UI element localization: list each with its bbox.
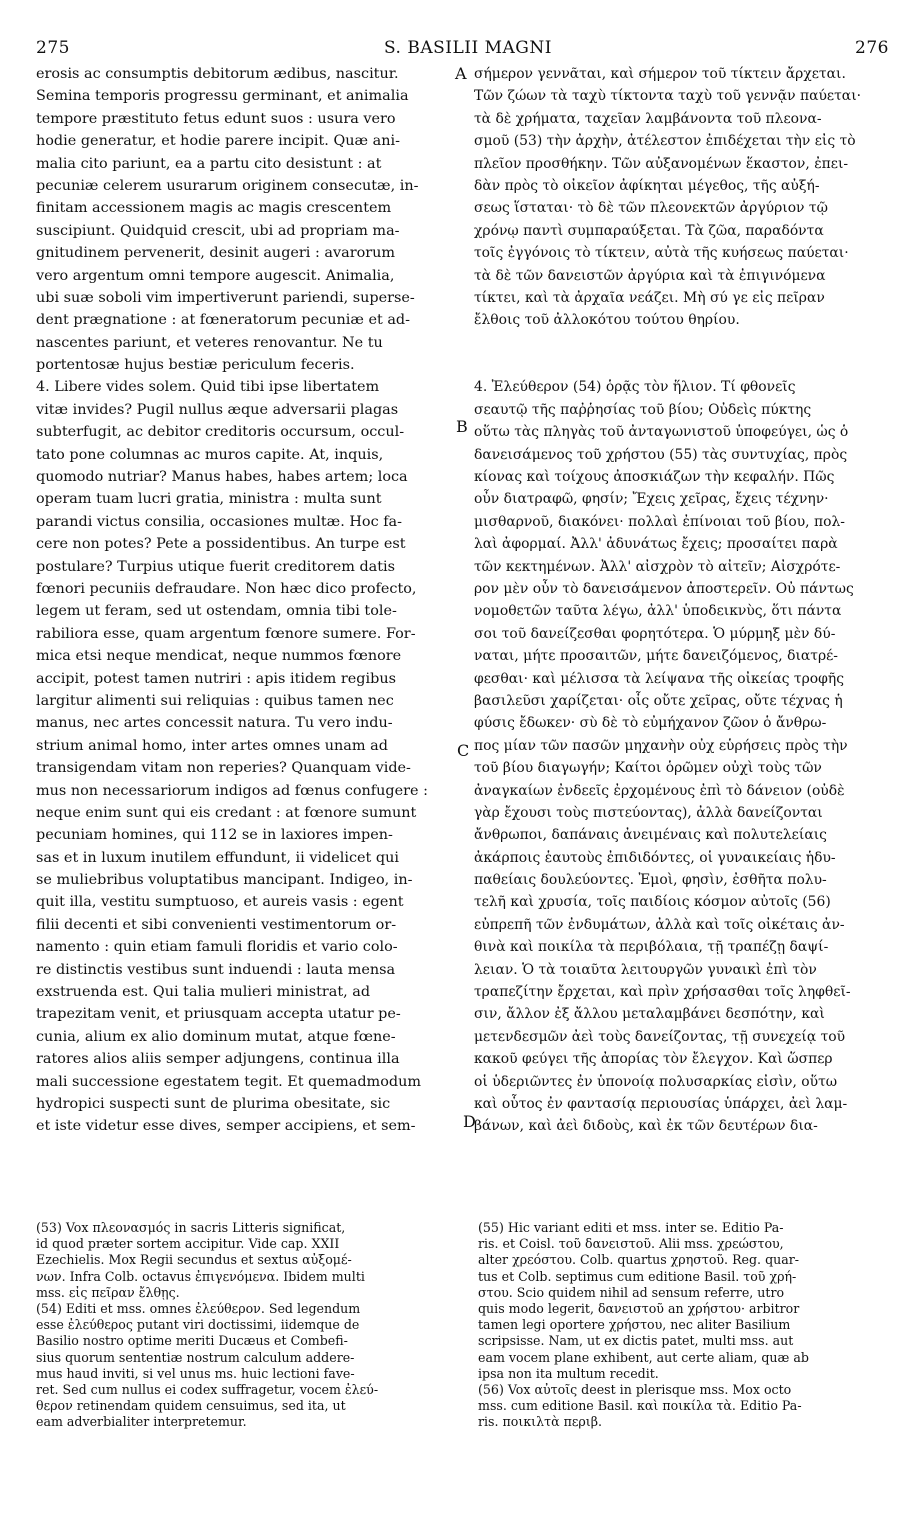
text-line: τοῦ βίου διαγωγήν; Καίτοι ὁρῶμεν οὐχὶ τοὺς τῶν [474, 760, 822, 777]
text-line: χρόνῳ παντὶ συμπαραύξεται. Τὰ ζῶα, παραδόντα [474, 222, 824, 239]
text-line: gnitudinem pervenerit, desinit augeri : avarorum [36, 245, 396, 262]
text-line: πος μίαν τῶν πασῶν μηχανὴν οὐχ εὑρήσεις πρὸς τὴν [474, 737, 848, 754]
text-line: re distinctis vestibus sunt induendi : lauta mensa [36, 961, 396, 978]
margin-letter-d: D [463, 1112, 476, 1131]
text-line: 4. Ἐλεύθερον (54) ὁρᾷς τὸν ἥλιον. Τί φθονεῖς [474, 379, 796, 396]
text-line: erosis ac consumptis debitorum ædibus, nascitur. [36, 66, 399, 82]
left-page-number: 275 [36, 38, 70, 58]
text-line: φεσθαι· καὶ μέλισσα τὰ λείψανα τῆς οἰκείας τροφῆς [474, 670, 844, 687]
text-line: ἔλθοις τοῦ ἀλλοκότου τούτου θηρίου. [474, 312, 740, 329]
text-line: ναται, μήτε προσαιτῶν, μήτε δανειζόμενος, διατρέ- [474, 648, 839, 665]
footnote-line: Basilio nostro optime meriti Ducæus et Combefi- [36, 1333, 348, 1349]
footnote-line: ris. et Coisl. τοῦ δανειστοῦ. Alii mss. χρεώστου, [478, 1236, 784, 1252]
text-line: accipit, potest tamen nutriri : apis itidem regibus [36, 670, 396, 687]
text-line: παθείαις δουλεύοντες. Ἐμοὶ, φησὶν, ἐσθῆτα πολυ- [474, 872, 827, 889]
text-line: et iste videtur esse dives, semper accipiens, et sem- [36, 1118, 416, 1135]
footnote-line: ris. ποικιλτὰ περιβ. [478, 1414, 603, 1430]
text-line: δανεισάμενος τοῦ χρήστου (55) τὰς συντυχίας, πρὸς [474, 446, 848, 463]
text-line: quit illa, vestitu sumptuoso, et aureis vasis : egent [36, 894, 404, 911]
text-line: τοῖς ἐγγόνοις τὸ τίκτειν, αὐτὰ τῆς κυήσεως παύεται· [474, 245, 849, 262]
text-line: transigendam vitam non reperies? Quanquam vide- [36, 760, 411, 777]
text-line: largitur alimenti sui reliquias : quibus tamen nec [36, 692, 394, 709]
text-line: fœnori pecuniis defraudare. Non hæc dico profecto, [36, 580, 417, 597]
margin-letter-a: A [455, 64, 467, 83]
text-line: εὐπρεπῆ τῶν ἐνδυμάτων, ἀλλὰ καὶ τοῖς οἰκέταις ἀν- [474, 916, 845, 933]
text-line: portentosæ hujus bestiæ periculum feceris. [36, 357, 355, 374]
text-line: sas et in luxum inutilem effundunt, ii videlicet qui [36, 849, 399, 866]
text-line: filii decenti et sibi convenienti vestimentorum or- [36, 916, 397, 933]
text-line: legem ut feram, sed ut ostendam, omnia tibi tole- [36, 603, 397, 620]
text-line: γὰρ ἔχουσι τοὺς πιστεύοντας), ἀλλὰ δανείζονται [474, 804, 823, 821]
text-line: οἱ ὑδεριῶντες ἐν ὑπονοίᾳ πολυσαρκίας εἰσὶν, οὕτω [474, 1073, 838, 1090]
text-line: subterfugit, ac debitor creditoris occursum, occul- [36, 424, 405, 441]
text-line: τραπεζίτην ἔρχεται, καὶ πρὶν χρήσασθαι τοῖς ληφθεῖ- [474, 984, 851, 1001]
footnote-line: mss. εἰς πεῖραν ἔλθῃς. [36, 1284, 180, 1300]
running-title: S. BASILII MAGNI [384, 38, 552, 58]
margin-letter-b: B [456, 417, 468, 436]
text-line: mali successione egestatem tegit. Et quemadmodum [36, 1073, 421, 1090]
text-line: strium animal homo, inter artes omnes unam ad [36, 737, 388, 754]
text-line: neque enim sunt qui eis credant : at fœnore sumunt [36, 804, 417, 821]
text-line: cere non potes? Pete a possidentibus. An turpe est [36, 536, 406, 553]
text-line: hodie generatur, et hodie parere incipit. Quæ ani- [36, 133, 400, 150]
text-line: κακοῦ φεύγει τῆς ἀπορίας τὸν ἔλεγχον. Καὶ ὥσπερ [474, 1051, 833, 1068]
footnote-line: στου. Scio quidem nihil ad sensum referre, utro [478, 1284, 785, 1300]
text-line: mus non necessariorum indigos ad fœnus confugere : [36, 782, 428, 799]
text-line: ἀναγκαίων ἐνδεεῖς ἐρχομένους ἐπὶ τὸ δάνειον (οὐδὲ [474, 782, 845, 799]
text-line: τίκτει, καὶ τὰ ἀρχαῖα νεάζει. Μὴ σύ γε εἰς πεῖραν [474, 289, 825, 306]
footnote-line: ipsa non ita multum recedit. [478, 1365, 659, 1381]
text-line: ἄνθρωποι, δαπάναις ἀνειμέναις καὶ πολυτελείαις [474, 827, 827, 844]
text-line: τῶν κεκτημένων. Ἀλλ' αἰσχρὸν τὸ αἰτεῖν; Αἰσχρότε- [474, 558, 841, 575]
text-line: parandi victus consilia, occasiones multæ. Hoc fa- [36, 513, 402, 530]
text-line: κίονας καὶ τοίχους ἀποσκιάζων τὴν κεφαλήν. Πῶς [474, 469, 835, 486]
text-line: λαὶ ἀφορμαί. Ἀλλ' ἀδυνάτως ἔχεις; προσαίτει παρὰ [474, 536, 838, 553]
footnote-line: id quod præter sortem accipitur. Vide cap. XXII [36, 1236, 340, 1252]
text-line: σεως ἵσταται· τὸ δὲ τῶν πλεονεκτῶν ἀργύριον τῷ [474, 200, 828, 217]
text-line: hydropici suspecti sunt de plurima obesitate, sic [36, 1095, 391, 1112]
footnotes-right [478, 1220, 898, 1430]
text-line: Τῶν ζώων τὰ ταχὺ τίκτοντα ταχὺ τοῦ γεννᾷν παύεται· [474, 88, 862, 105]
text-line: ratores alios aliis semper adjungens, continua illa [36, 1051, 400, 1068]
text-line: οὖν διατραφῶ, φησίν; Ἔχεις χεῖρας, ἔχεις τέχνην· [474, 491, 829, 508]
text-line: σιν, ἄλλον ἐξ ἄλλου μεταλαμβάνει δεσπότην, καὶ [474, 1006, 825, 1023]
footnotes-left [36, 1220, 460, 1430]
text-line: ἀκάρποις ἑαυτοὺς ἐπιδιδόντες, οἱ γυναικείαις ἡδυ- [474, 849, 836, 866]
text-line: νομοθετῶν ταῦτα λέγω, ἀλλ' ὑποδεικνὺς, ὅτι πάντα [474, 603, 842, 620]
text-line: σοι τοῦ δανείζεσθαι φορητότερα. Ὁ μύρμηξ μὲν δύ- [474, 625, 836, 642]
footnote-line: scripsisse. Nam, ut ex dictis patet, multi mss. aut [478, 1333, 794, 1349]
text-line: nascentes pariunt, et veteres renovantur. Ne tu [36, 334, 383, 351]
footnote-line: (53) Vox πλεονασμός in sacris Litteris significat, [36, 1220, 346, 1235]
footnote-line: mss. cum editione Basil. καὶ ποικίλα τὰ. Editio Pa- [478, 1398, 802, 1414]
text-line: βασιλεῦσι χαρίζεται· οἷς οὔτε χεῖρας, οὔτε τέχνας ἡ [474, 692, 843, 709]
text-line [474, 354, 888, 376]
text-line: mica etsi neque mendicat, neque nummos fœnore [36, 648, 402, 665]
right-page-number: 276 [855, 38, 889, 58]
footnote-line: eam vocem plane exhibent, aut certe aliam, quæ ab [478, 1349, 809, 1365]
text-line: τελῆ καὶ χρυσία, τοῖς παιδίοις κόσμον αὐτοῖς (56) [474, 894, 831, 911]
text-line: rabiliora esse, quam argentum fœnore sumere. For- [36, 625, 416, 642]
footnote-line: ret. Sed cum nullus ei codex suffragetur, vocem ἐλεύ- [36, 1381, 379, 1397]
text-line: θινὰ καὶ ποικίλα τὰ περιβόλαια, τῇ τραπέζῃ δαψί- [474, 939, 829, 956]
footnote-line: (54) Editi et mss. omnes ἐλεύθερον. Sed legendum [36, 1300, 361, 1316]
footnote-line: tamen legi oportere χρήστου, nec aliter Basilium [478, 1317, 791, 1333]
text-line: φύσις ἔδωκεν· σὺ δὲ τὸ εὐμήχανον ζῶον ὁ ἄνθρω- [474, 715, 827, 732]
footnote-line: tus et Colb. septimus cum editione Basil. τοῦ χρή- [478, 1268, 797, 1284]
text-line: ubi suæ soboli vim impertiverunt pariendi, superse- [36, 289, 415, 306]
text-line: malia cito pariunt, ea a partu cito desistunt : at [36, 155, 382, 172]
text-line: σεαυτῷ τῆς παῤῥησίας τοῦ βίου; Οὐδεὶς πύκτης [474, 401, 812, 418]
text-line: τὰ δὲ χρήματα, ταχεῖαν λαμβάνοντα τοῦ πλεονα- [474, 110, 822, 127]
footnote-line: νων. Infra Colb. octavus ἐπιγενόμενα. Ibidem multi [36, 1268, 365, 1284]
text-line: 4. Libere vides solem. Quid tibi ipse libertatem [36, 379, 380, 396]
text-line: trapezitam venit, et priusquam accepta utatur pe- [36, 1006, 401, 1023]
text-line: manus, nec artes concessit natura. Tu vero indu- [36, 715, 393, 732]
text-line: σμοῦ (53) τὴν ἀρχὴν, ἀτέλεστον ἐπιδέχεται τὴν εἰς τὸ [474, 133, 856, 150]
latin-text-column [36, 63, 450, 1138]
text-line: pecuniam homines, qui 112 se in laxiores impen- [36, 827, 393, 844]
text-line: tempore præstituto fetus edunt suos : usura vero [36, 110, 396, 127]
text-line: se muliebribus voluptatibus mancipant. Indigeo, in- [36, 872, 413, 889]
text-line: dent prægnatione : at fœneratorum pecuniæ et ad- [36, 312, 410, 329]
text-line: μετενδεσμῶν ἀεὶ τοὺς δανείζοντας, τῇ συνεχείᾳ τοῦ [474, 1028, 846, 1045]
text-line: λειαν. Ὁ τὰ τοιαῦτα λειτουργῶν γυναικὶ ἐπὶ τὸν [474, 961, 817, 978]
footnote-line: mus haud inviti, si vel unus ms. huic lectioni fave- [36, 1365, 355, 1381]
footnote-line: esse ἐλεύθερος putant viri doctissimi, iidemque de [36, 1317, 360, 1333]
text-line: vitæ invides? Pugil nullus æque adversarii plagas [36, 401, 399, 418]
text-line [474, 332, 888, 354]
text-line: namento : quin etiam famuli floridis et vario colo- [36, 939, 398, 956]
text-line: quomodo nutriar? Manus habes, habes artem; loca [36, 469, 408, 486]
text-line: operam tuam lucri gratia, ministra : multa sunt [36, 491, 382, 508]
footnote-line: Ezechielis. Mox Regii secundus et sextus αὐξομέ- [36, 1252, 352, 1268]
text-line: βάνων, καὶ ἀεὶ διδοὺς, καὶ ἐκ τῶν δευτέρων δια- [474, 1118, 818, 1135]
text-line: καὶ οὗτος ἐν φαντασίᾳ περιουσίας ὑπάρχει, ἀεὶ λαμ- [474, 1095, 848, 1112]
text-line: οὕτω τὰς πληγὰς τοῦ ἀνταγωνιστοῦ ὑποφεύγει, ὡς ὁ [474, 424, 849, 441]
text-line: δὰν πρὸς τὸ οἰκεῖον ἀφίκηται μέγεθος, τῆς αὐξή- [474, 177, 820, 194]
text-line: ρον μὲν οὖν τὸ δανεισάμενον ἀποστερεῖν. Οὐ πάντως [474, 580, 854, 597]
greek-text-column [474, 63, 888, 1138]
margin-letter-c: C [457, 741, 470, 760]
footnote-line: (55) Hic variant editi et mss. inter se. Editio Pa- [478, 1220, 784, 1235]
footnote-line: sius quorum sententiæ nostrum calculum addere- [36, 1349, 355, 1365]
footnote-line: (56) Vox αὐτοῖς deest in plerisque mss. Mox octo [478, 1381, 792, 1397]
text-line: πλεῖον προσθήκην. Τῶν αὐξανομένων ἕκαστον, ἐπει- [474, 155, 849, 172]
text-line: vero argentum omni tempore augescit. Animalia, [36, 267, 395, 284]
text-line: Semina temporis progressu germinant, et animalia [36, 88, 409, 105]
text-line: τὰ δὲ τῶν δανειστῶν ἀργύρια καὶ τὰ ἐπιγινόμενα [474, 267, 826, 284]
text-line: σήμερον γεννᾶται, καὶ σήμερον τοῦ τίκτειν ἄρχεται. [474, 66, 846, 82]
text-line: tato pone columnas ac muros capite. At, inquis, [36, 446, 384, 463]
text-line: cunia, alium ex alio dominum mutat, atque fœne- [36, 1028, 396, 1045]
text-line: suscipiunt. Quidquid crescit, ubi ad propriam ma- [36, 222, 400, 239]
text-line: pecuniæ celerem usurarum originem consecutæ, in- [36, 177, 419, 194]
footnote-line: alter χρεόστου. Colb. quartus χρηστοῦ. Reg. quar- [478, 1252, 800, 1268]
text-line: postulare? Turpius utique fuerit creditorem datis [36, 558, 396, 575]
text-line: finitam accessionem magis ac magis crescentem [36, 200, 392, 217]
footnote-line: quis modo legerit, δανειστοῦ an χρήστου· arbitror [478, 1300, 800, 1316]
text-line: μισθαρνοῦ, διακόνει· πολλαὶ ἐπίνοιαι τοῦ βίου, πολ- [474, 513, 845, 530]
text-line: exstruenda est. Qui talia mulieri ministrat, ad [36, 984, 371, 1001]
footnote-line: eam adverbialiter interpretemur. [36, 1414, 247, 1430]
footnote-line: θερον retinendam quidem censuimus, sed ita, ut [36, 1398, 346, 1414]
